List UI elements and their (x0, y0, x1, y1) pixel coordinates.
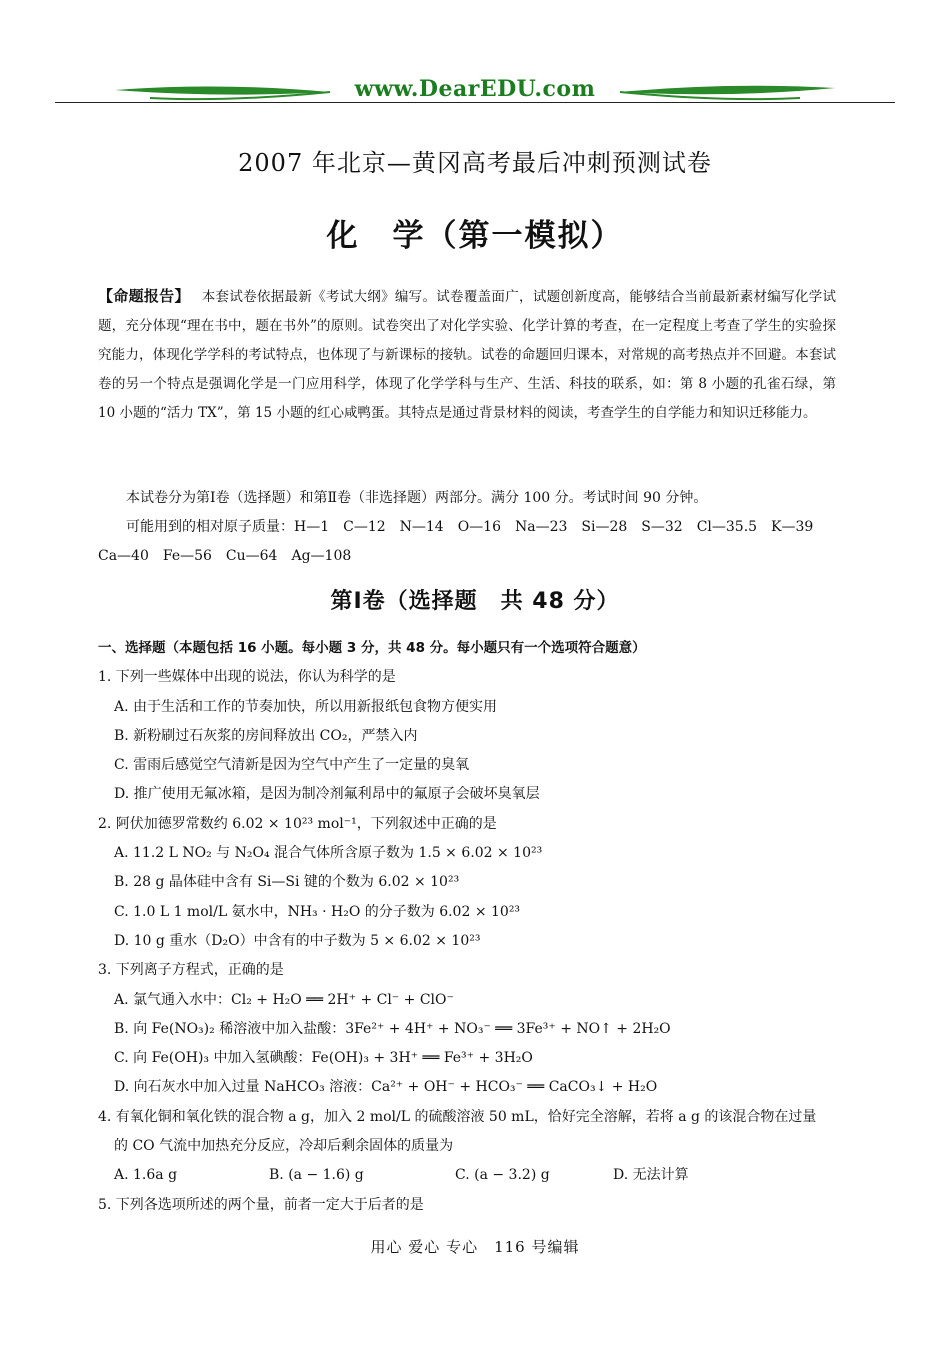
section-title: 第Ⅰ卷（选择题 共 48 分） (330, 589, 620, 614)
question-2-stem: 2. 阿伏加德罗常数约 6.02 × 10²³ mol⁻¹，下列叙述中正确的是 (98, 815, 497, 832)
question-2-option-c: C. 1.0 L 1 mol/L 氨水中，NH₃ · H₂O 的分子数为 6.02 × 10²³ (114, 903, 521, 920)
page-footer: 用心 爱心 专心 116 号编辑 (370, 1238, 580, 1256)
question-2-option-a: A. 11.2 L NO₂ 与 N₂O₄ 混合气体所含原子数为 1.5 × 6.02 × 10²³ (114, 845, 543, 862)
question-4-option-b: B. (a − 1.6) g (269, 1167, 364, 1184)
question-1-option-b: B. 新粉刷过石灰浆的房间释放出 CO₂，严禁入内 (114, 727, 418, 744)
question-3-stem: 3. 下列离子方程式，正确的是 (98, 962, 284, 979)
question-4-options (98, 1161, 843, 1190)
page-title: 2007 年北京—黄冈高考最后冲刺预测试卷 (238, 149, 712, 177)
question-2-option-d: D. 10 g 重水（D₂O）中含有的中子数为 5 × 6.02 × 10²³ (114, 932, 481, 949)
question-4-option-d: D. 无法计算 (613, 1167, 689, 1184)
subject-title: 化 学（第一模拟） (326, 218, 624, 254)
intro-line-3: Ca—40 Fe—56 Cu—64 Ag—108 (98, 548, 352, 564)
intro-line-1: 本试卷分为第Ⅰ卷（选择题）和第Ⅱ卷（非选择题）两部分。满分 100 分。考试时间 90 分钟。 (126, 490, 708, 506)
question-4-stem-continued: 的 CO 气流中加热充分反应，冷却后剩余固体的质量为 (114, 1138, 454, 1155)
question-3-option-b: B. 向 Fe(NO₃)₂ 稀溶液中加入盐酸：3Fe²⁺ + 4H⁺ + NO₃⁻ ══ 3Fe³⁺ + NO↑ + 2H₂O (114, 1020, 671, 1037)
intro-block (98, 484, 838, 571)
report-label: 【命题报告】 (98, 287, 190, 305)
report-text: 本套试卷依据最新《考试大纲》编写。试卷覆盖面广，试题创新度高，能够结合当前最新素材编写化学试题，充分体现“理在书中，题在书外”的原则。试卷突出了对化学实验、化学计算的考查，在一定程度上考查了学生的实验探究能力，体现化学学科的考试特点，也体现了与新课标的接轨。试卷的命题回归课本，对常规的高考热点并不回避。本套试卷的另一个特点是强调化学是一门应用科学，体现了化学学科与生产、生活、科技的联系，如：第 8 小题的孔雀石绿，第 10 小题的“活力 TX”，第 15 小题的红心咸鸭蛋。其特点是通过背景材料的阅读，考查学生的自学能力和知识迁移能力。 (98, 289, 836, 421)
question-3-option-d: D. 向石灰水中加入过量 NaHCO₃ 溶液：Ca²⁺ + OH⁻ + HCO₃⁻ ══ CaCO₃↓ + H₂O (114, 1079, 658, 1096)
question-3-option-a: A. 氯气通入水中：Cl₂ + H₂O ══ 2H⁺ + Cl⁻ + ClO⁻ (114, 991, 454, 1008)
question-1-option-c: C. 雷雨后感觉空气清新是因为空气中产生了一定量的臭氧 (114, 757, 470, 774)
site-header (0, 68, 950, 118)
question-1-option-d: D. 推广使用无氟冰箱，是因为制冷剂氟利昂中的氟原子会破坏臭氧层 (114, 786, 540, 803)
intro-line-2: 可能用到的相对原子质量：H—1 C—12 N—14 O—16 Na—23 Si—28 S—32 Cl—35.5 K—39 (126, 519, 814, 535)
report-paragraph (98, 282, 836, 428)
question-2-option-b: B. 28 g 晶体硅中含有 Si—Si 键的个数为 6.02 × 10²³ (114, 874, 460, 891)
question-1-option-a: A. 由于生活和工作的节奏加快，所以用新报纸包食物方便实用 (114, 698, 498, 715)
question-3-option-c: C. 向 Fe(OH)₃ 中加入氢碘酸：Fe(OH)₃ + 3H⁺ ══ Fe³⁺ + 3H₂O (114, 1050, 533, 1067)
site-logo[interactable]: www.DearEDU.com (354, 76, 596, 102)
question-4-option-c: C. (a − 3.2) g (455, 1167, 550, 1184)
question-5-stem: 5. 下列各选项所述的两个量，前者一定大于后者的是 (98, 1196, 424, 1213)
question-1-stem: 1. 下列一些媒体中出现的说法，你认为科学的是 (98, 669, 396, 686)
question-4-stem: 4. 有氧化铜和氧化铁的混合物 a g，加入 2 mol/L 的硫酸溶液 50 mL，恰好完全溶解，若将 a g 的该混合物在过量 (98, 1108, 817, 1125)
header-rule (55, 102, 895, 103)
question-4-option-a: A. 1.6a g (114, 1167, 178, 1184)
questions-block (98, 634, 843, 1220)
part-heading: 一、选择题（本题包括 16 小题。每小题 3 分，共 48 分。每小题只有一个选项符合题意） (98, 640, 646, 656)
